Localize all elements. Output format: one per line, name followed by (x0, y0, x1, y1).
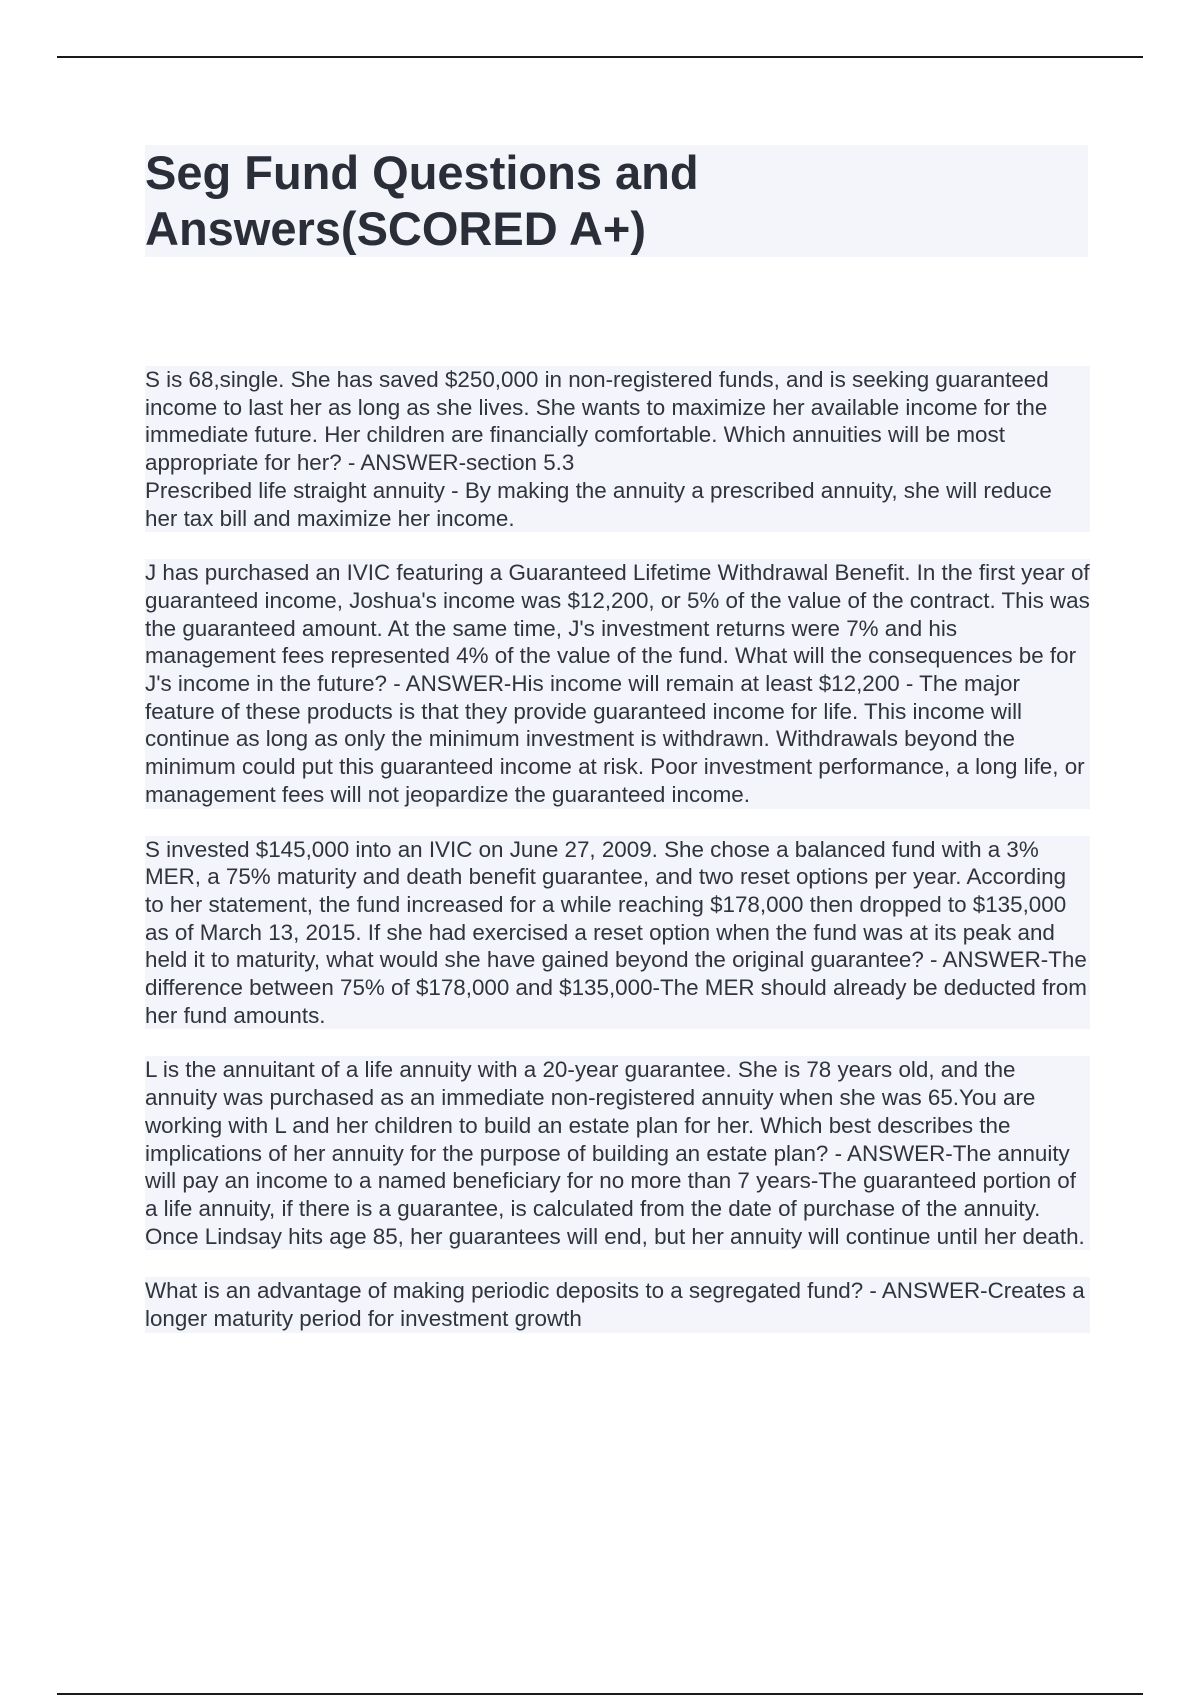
title-line-1: Seg Fund Questions and (145, 146, 699, 199)
qa-text: What is an advantage of making periodic deposits to a segregated fund? - ANSWER-Creates a longer maturity period for investment growth (145, 1278, 1085, 1332)
qa-item (145, 836, 1090, 1030)
qa-text: L is the annuitant of a life annuity with a 20-year guarantee. She is 78 years old, and the annuity was purchased as an immediate non-registered annuity when she was 65.You are working with L and her children to build an estate plan for her. Which best describes the implications of her annuity for the purpose of building an estate plan? - ANSWER-The annuity will pay an income to a named beneficiary for no more than 7 years-The guaranteed portion of a life annuity, if there is a guarantee, is calculated from the date of purchase of the annuity. Once Lindsay hits age 85, her guarantees will end, but her annuity will continue until her death. (145, 1057, 1085, 1249)
qa-list (145, 366, 1090, 1360)
qa-text: S is 68,single. She has saved $250,000 in non-registered funds, and is seeking guaranteed income to last her as long as she lives. She wants to maximize her available income for the immediate future. Her children are financially comfortable. Which annuities will be most appropriate for her? - ANSWER-section 5.3 Prescribed life straight annuity - By making the annuity a prescribed annuity, she will reduce her tax bill and maximize her income. (145, 367, 1052, 531)
title-block (145, 145, 1088, 257)
qa-item (145, 559, 1090, 808)
qa-item (145, 1056, 1090, 1250)
title-line-2: Answers(SCORED A+) (145, 202, 647, 255)
qa-item (145, 366, 1090, 532)
qa-item (145, 1277, 1090, 1332)
qa-text: J has purchased an IVIC featuring a Guaranteed Lifetime Withdrawal Benefit. In the first year of guaranteed income, Joshua's income was $12,200, or 5% of the value of the contract. This was the guaranteed amount. At the same time, J's investment returns were 7% and his management fees represented 4% of the value of the fund. What will the consequences be for J's income in the future? - ANSWER-His income will remain at least $12,200 - The major feature of these products is that they provide guaranteed income for life. This income will continue as long as only the minimum investment is withdrawn. Withdrawals beyond the minimum could put this guaranteed income at risk. Poor investment performance, a long life, or management fees will not jeopardize the guaranteed income. (145, 560, 1090, 807)
top-rule (57, 56, 1143, 58)
bottom-rule (57, 1693, 1143, 1695)
page-title (145, 145, 745, 257)
qa-text: S invested $145,000 into an IVIC on June 27, 2009. She chose a balanced fund with a 3% MER, a 75% maturity and death benefit guarantee, and two reset options per year. According to her statement, the fund increased for a while reaching $178,000 then dropped to $135,000 as of March 13, 2015. If she had exercised a reset option when the fund was at its peak and held it to maturity, what would she have gained beyond the original guarantee? - ANSWER-The difference between 75% of $178,000 and $135,000-The MER should already be deducted from her fund amounts. (145, 836, 1087, 1028)
